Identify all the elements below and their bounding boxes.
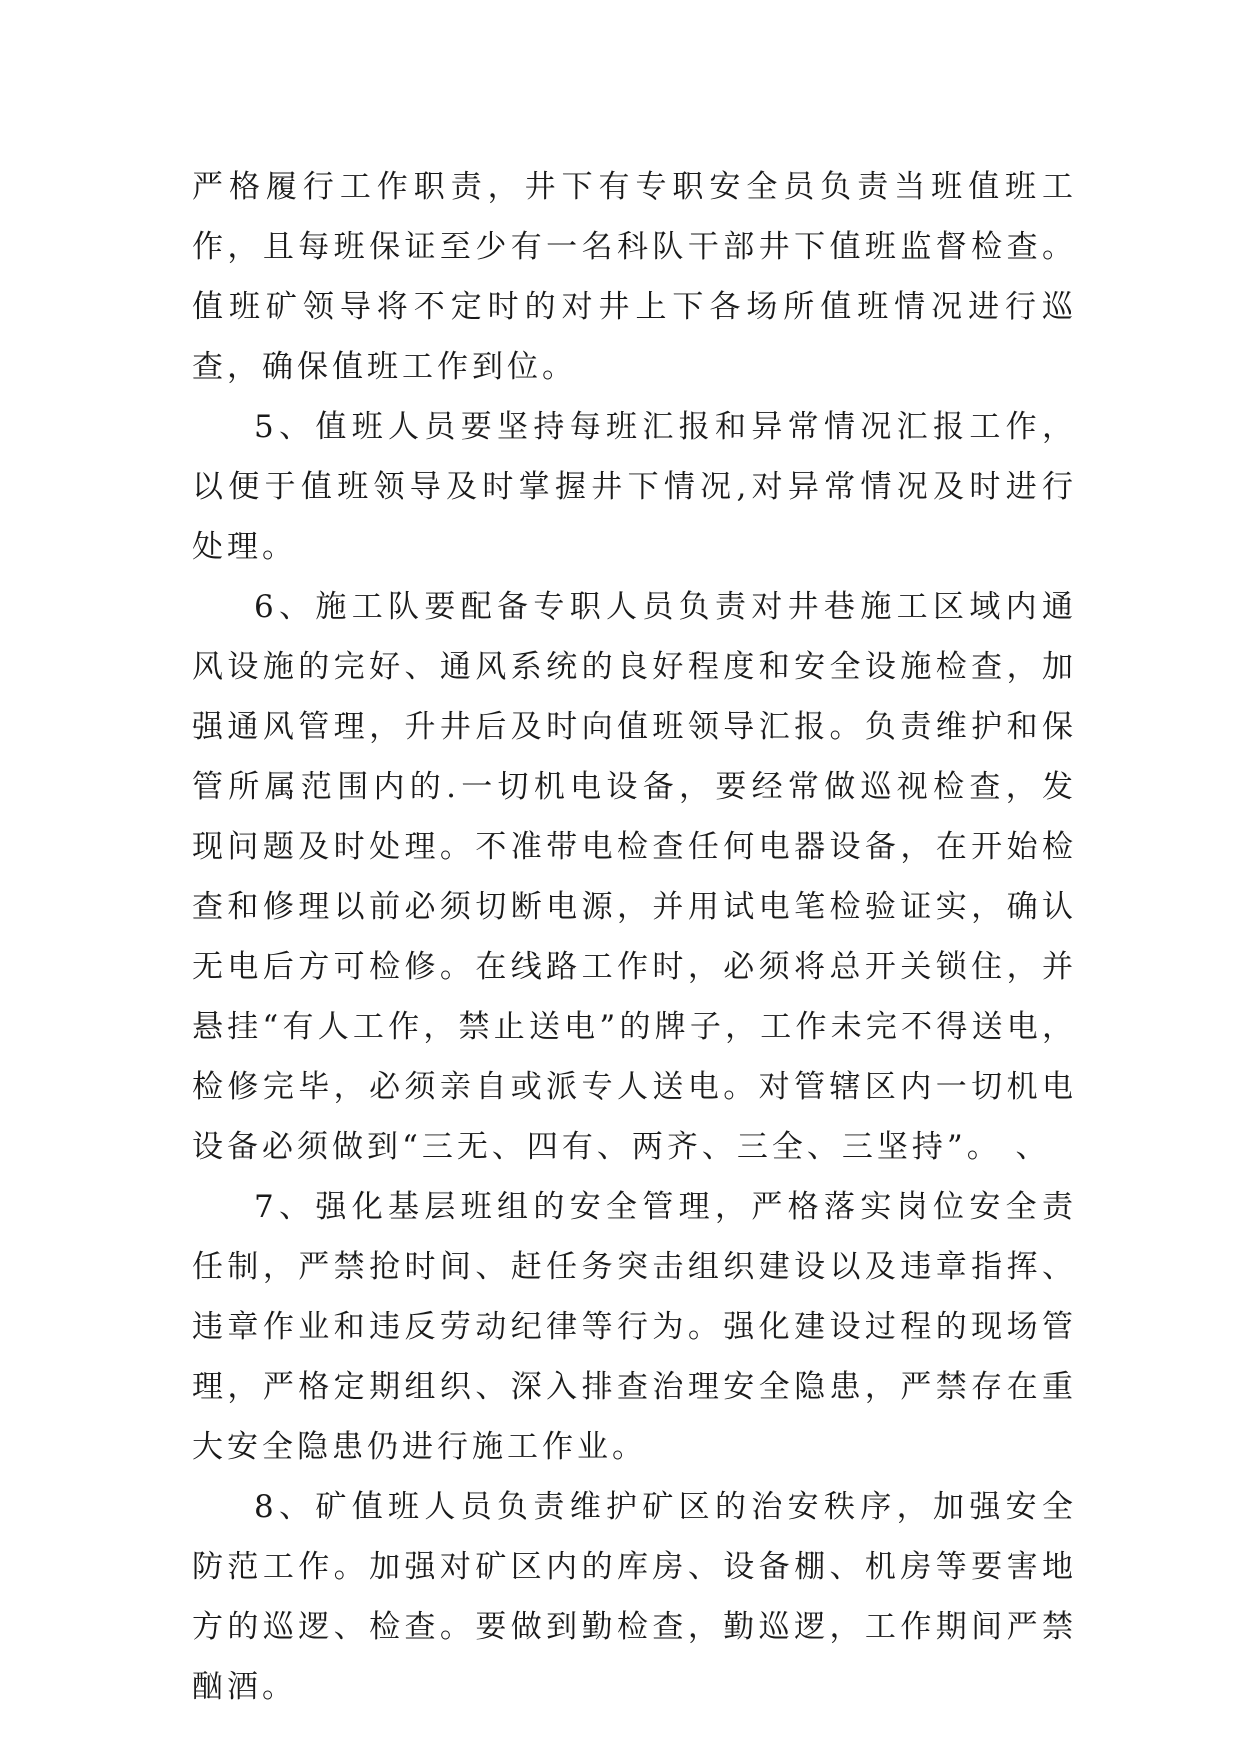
paragraph-item-6: 6、施工队要配备专职人员负责对井巷施工区域内通风设施的完好、通风系统的良好程度和安全设施检查，加强通风管理，升井后及时向值班领导汇报。负责维护和保管所属范围内的.一切机电设备，要经常做巡视检查，发现问题及时处理。不准带电检查任何电器设备，在开始检查和修理以前必须切断电源，并用试电笔检验证实，确认无电后方可检修。在线路工作时，必须将总开关锁住，并悬挂“有人工作，禁止送电”的牌子，工作未完不得送电，检修完毕，必须亲自或派专人送电。对管辖区内一切机电设备必须做到“三无、四有、两齐、三全、三坚持”。 、 xyxy=(192,589,1077,1165)
paragraph-item-8: 8、矿值班人员负责维护矿区的治安秩序，加强安全防范工作。加强对矿区内的库房、设备棚、机房等要害地方的巡逻、检查。要做到勤检查，勤巡逻，工作期间严禁酗酒。 xyxy=(192,1489,1077,1705)
paragraph-item-7: 7、强化基层班组的安全管理，严格落实岗位安全责任制，严禁抢时间、赶任务突击组织建设以及违章指挥、违章作业和违反劳动纪律等行为。强化建设过程的现场管理，严格定期组织、深入排查治理安全隐患，严禁存在重大安全隐患仍进行施工作业。 xyxy=(192,1189,1077,1465)
paragraph-continuation: 严格履行工作职责，井下有专职安全员负责当班值班工作，且每班保证至少有一名科队干部井下值班监督检查。值班矿领导将不定时的对井上下各场所值班情况进行巡查，确保值班工作到位。 xyxy=(192,169,1077,385)
paragraph-item-5: 5、值班人员要坚持每班汇报和异常情况汇报工作，以便于值班领导及时掌握井下情况,对异常情况及时进行处理。 xyxy=(192,409,1077,565)
document-body xyxy=(192,157,1077,1717)
